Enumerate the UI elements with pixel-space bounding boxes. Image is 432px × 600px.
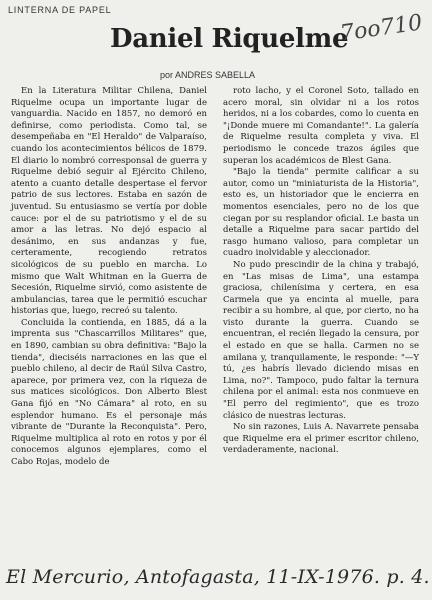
article-column-left bbox=[11, 86, 207, 469]
section-label: LINTERNA DE PAPEL bbox=[8, 5, 112, 15]
article-column-right bbox=[223, 86, 419, 457]
handwritten-source-note: El Mercurio, Antofagasta, 11-IX-1976. p. 4. bbox=[6, 566, 430, 588]
byline: por ANDRES SABELLA bbox=[160, 70, 256, 80]
paragraph: "Bajo la tienda" permite calificar a su autor, como un "miniaturista de la Historia", esto es, un historiador que le encierra en momentos esenciales, pero no de los que ciegan por su resplandor oficial. Le basta un detalle a Riquelme para sacar partido del rasgo humano valioso, para completar un cuadro inolvidable y aleccionador. bbox=[223, 167, 419, 259]
article-title: Daniel Riquelme bbox=[110, 24, 349, 54]
paragraph: roto lacho, y el Coronel Soto, tallado en acero moral, sin olvidar ni a los rotos heridos, ni a los cobardes, como lo cuenta en "¡Donde muere mi Comandante!". La galería de Riquelme resulta completa y viva. El periodismo le concede trazos ágiles que superan los académicos de Blest Gana. bbox=[223, 86, 419, 166]
paragraph: Concluida la contienda, en 1885, dá a la imprenta sus "Chascarrillos Militares" que, en 1890, cambian su obra definitiva: "Bajo la tienda", dieciséis narraciones en las que el pueblo chileno, al decir de Raúl Silva Castro, aparece, por primera vez, con la riqueza de sus matices sicológicos. Don Alberto Blest Gana fijó en "No Cámara" al roto, en su esplendor humano. Es el personaje más vibrante de "Durante la Reconquista". Pero, Riquelme multiplica al roto en rotos y por él conocemos algunos ejemplares, como el Cabo Rojas, modelo de bbox=[11, 317, 207, 467]
paragraph: No pudo prescindir de la china y trabajó, en "Las misas de Lima", una estampa graciosa, chilenísima y certera, en esa Carmela que ya encinta al muelle, para recibir a su hombre, al que, por cierto, no ha visto durante la guerra. Cuando se encuentran, el recién llegado la censura, por el estado en que se halla. Carmen no se amilana y, tranquilamente, le responde: "—Y tú, ¿es habrís llevado diciendo misas en Lima, no?". Tampoco, pudo faltar la ternura chilena por el animal: esta nos conmueve en "El perro del regimiento", que es trozo clásico de nuestras lecturas. bbox=[223, 259, 419, 421]
paragraph: No sin razones, Luis A. Navarrete pensaba que Riquelme era el primer escritor chileno, verdaderamente, nacional. bbox=[223, 422, 419, 456]
handwritten-catalog-code: 7oo710 bbox=[338, 10, 424, 47]
paragraph: En la Literatura Militar Chilena, Daniel Riquelme ocupa un importante lugar de vanguardia. Nacido en 1857, no demoró en definirse, como periodista. Como tal, se desempeñaba en "El Heraldo" de Valparaíso, cuando los acontecimientos bélicos de 1879. El diario lo nombró corresponsal de guerra y Riquelme debió seguir al Ejército Chileno, atento a cuanto detalle despertase el fervor patrio de sus lectores. Estaba en sazón de juventud. Su entusiasmo se vertía por doble cauce: por el de su patriotismo y el de su amor a las letras. No dejó espacio al desánimo, en sus andanzas y fue, certeramente, recogiendo retratos sicológicos de su pueblo en marcha. Lo mismo que Walt Whitman en la Guerra de Secesión, Riquelme sirvió, como asistente de ambulancias, tarea que le permitió escuchar historias que, luego, recreó su talento. bbox=[11, 86, 207, 317]
